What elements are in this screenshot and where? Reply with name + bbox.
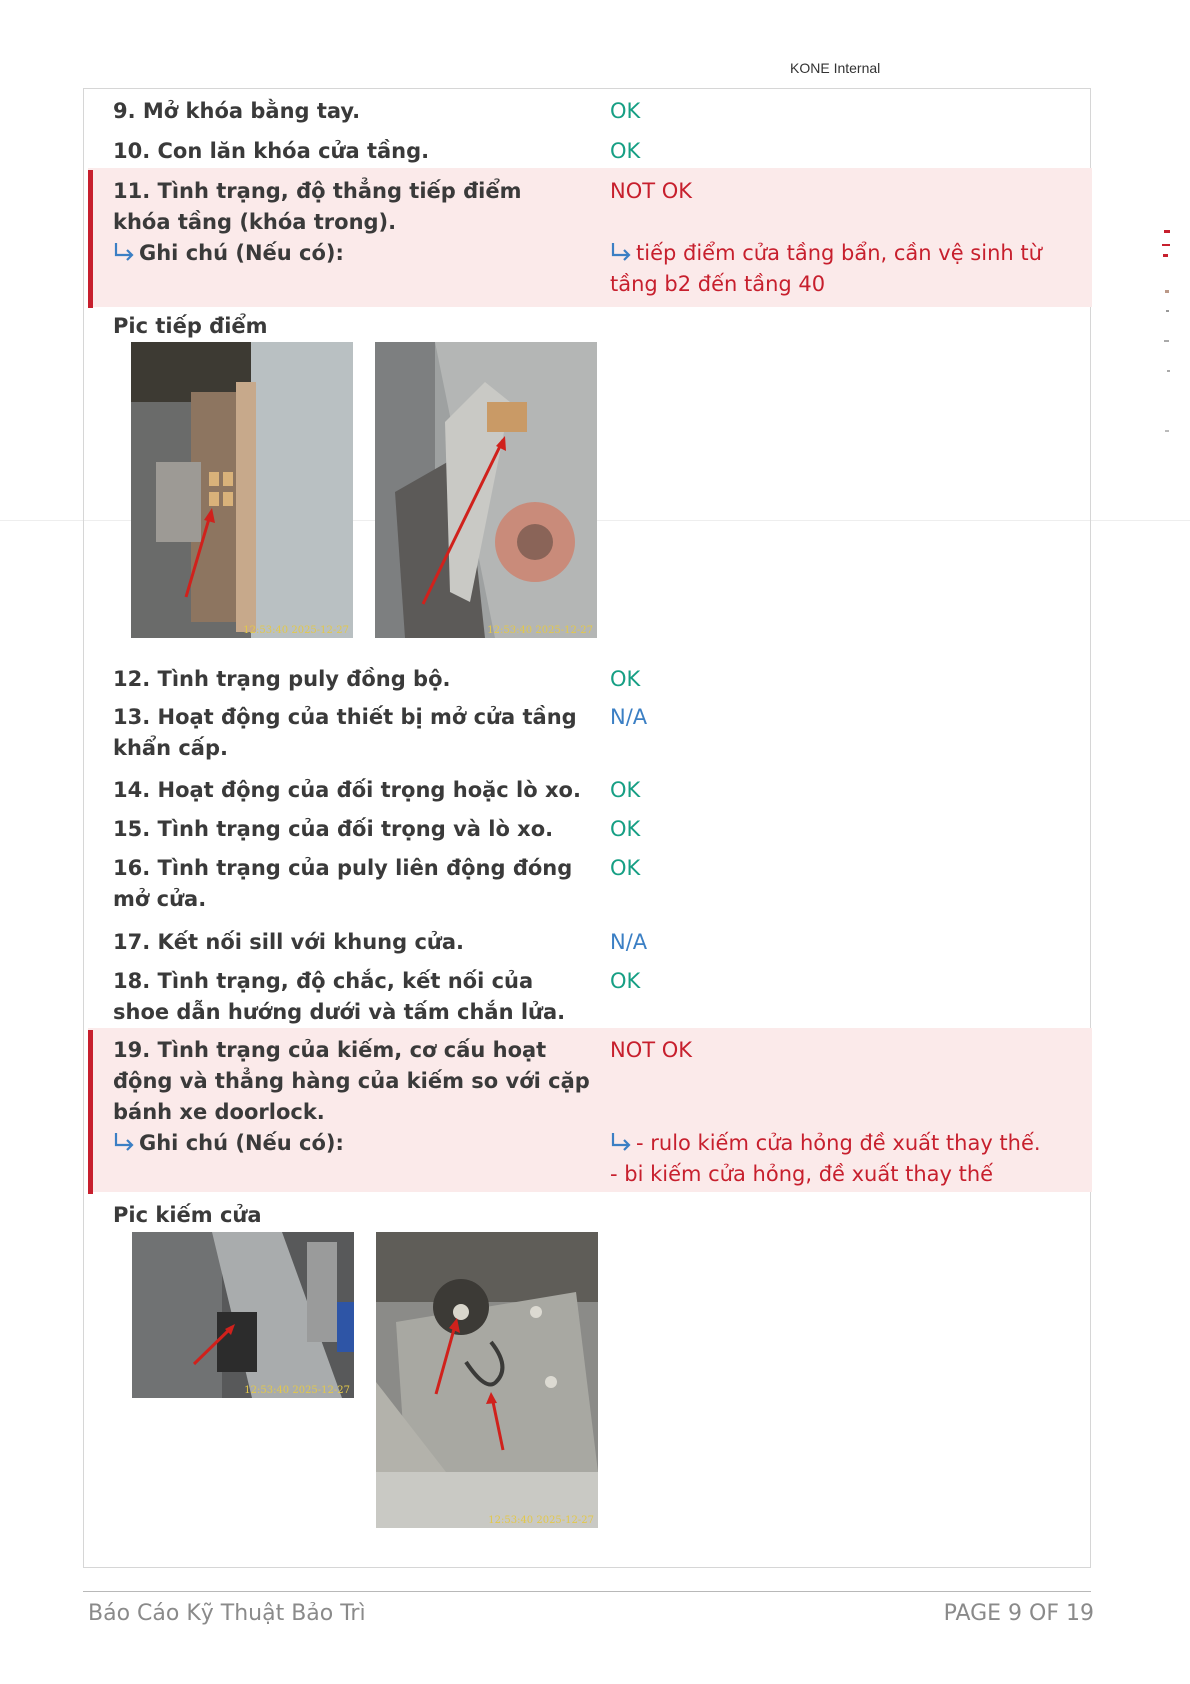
item-11-question: 11. Tình trạng, độ thẳng tiếp điểm khóa tầng (khóa trong). [113,179,522,234]
contact-photo-1 [131,342,353,638]
door-vane-photo-1 [132,1232,354,1398]
item-15-question: 15. Tình trạng của đối trọng và lò xo. [113,817,554,841]
item-19-answer: NOT OK [610,1038,693,1062]
note-arrow-icon [610,1132,632,1152]
item-10-answer: OK [610,139,641,163]
item-18-answer: OK [610,969,641,993]
item-9-question: 9. Mở khóa bằng tay. [113,99,361,123]
item-11-note-label [113,238,598,269]
page-number: PAGE 9 OF 19 [943,1601,1094,1626]
footer-divider [83,1591,1091,1592]
contact-photo-2 [375,342,597,638]
item-17-question: 17. Kết nối sill với khung cửa. [113,930,465,954]
item-13-question: 13. Hoạt động của thiết bị mở cửa tầng khẩn cấp. [113,705,577,760]
item-19-note [610,1128,1080,1190]
photo-timestamp: 12:53:40 2025-12-27 [243,625,349,636]
note-arrow-icon [610,242,632,262]
item-12-answer: OK [610,667,641,691]
item-19-flag-bar [88,1030,93,1194]
item-10-question: 10. Con lăn khóa cửa tầng. [113,139,430,163]
item-19-question: 19. Tình trạng của kiếm, cơ cấu hoạt động và thẳng hàng của kiếm so với cặp bánh xe doorlock. [113,1038,590,1124]
door-vane-pics-label: Pic kiếm cửa [113,1203,262,1227]
item-17-answer: N/A [610,930,648,954]
note-arrow-icon [113,1132,135,1152]
item-9-answer: OK [610,99,641,123]
classification-label: KONE Internal [790,60,881,76]
note-text: tiếp điểm cửa tầng bẩn, cần vệ sinh từ tầng b2 đến tầng 40 [610,241,1042,296]
item-18-question: 18. Tình trạng, độ chắc, kết nối của shoe dẫn hướng dưới và tấm chắn lửa. [113,969,566,1024]
scan-margin-marks [1160,230,1174,440]
item-11-answer: NOT OK [610,179,693,203]
item-11-note [610,238,1070,300]
item-19-note-label [113,1128,598,1159]
note-line-1: - rulo kiếm cửa hỏng đề xuất thay thế. [610,1128,1080,1159]
item-14-answer: OK [610,778,641,802]
contact-pics-label: Pic tiếp điểm [113,314,268,338]
item-14-question: 14. Hoạt động của đối trọng hoặc lò xo. [113,778,581,802]
photo-timestamp: 12:53:40 2025-12-27 [487,625,593,636]
note-label-text: Ghi chú (Nếu có): [139,1131,344,1155]
item-16-answer: OK [610,856,641,880]
item-16-question: 16. Tình trạng của puly liên động đóng mở cửa. [113,856,573,911]
footer-title: Báo Cáo Kỹ Thuật Bảo Trì [88,1601,366,1626]
note-label-text: Ghi chú (Nếu có): [139,241,344,265]
note-arrow-icon [113,242,135,262]
photo-timestamp: 12:53:40 2025-12-27 [244,1385,350,1396]
note-line-2: - bi kiếm cửa hỏng, đề xuất thay thế [610,1162,994,1186]
item-13-answer: N/A [610,705,648,729]
item-11-flag-bar [88,170,93,308]
item-15-answer: OK [610,817,641,841]
photo-timestamp: 12:53:40 2025-12-27 [488,1515,594,1526]
item-12-question: 12. Tình trạng puly đồng bộ. [113,667,451,691]
door-vane-photo-2 [376,1232,598,1528]
